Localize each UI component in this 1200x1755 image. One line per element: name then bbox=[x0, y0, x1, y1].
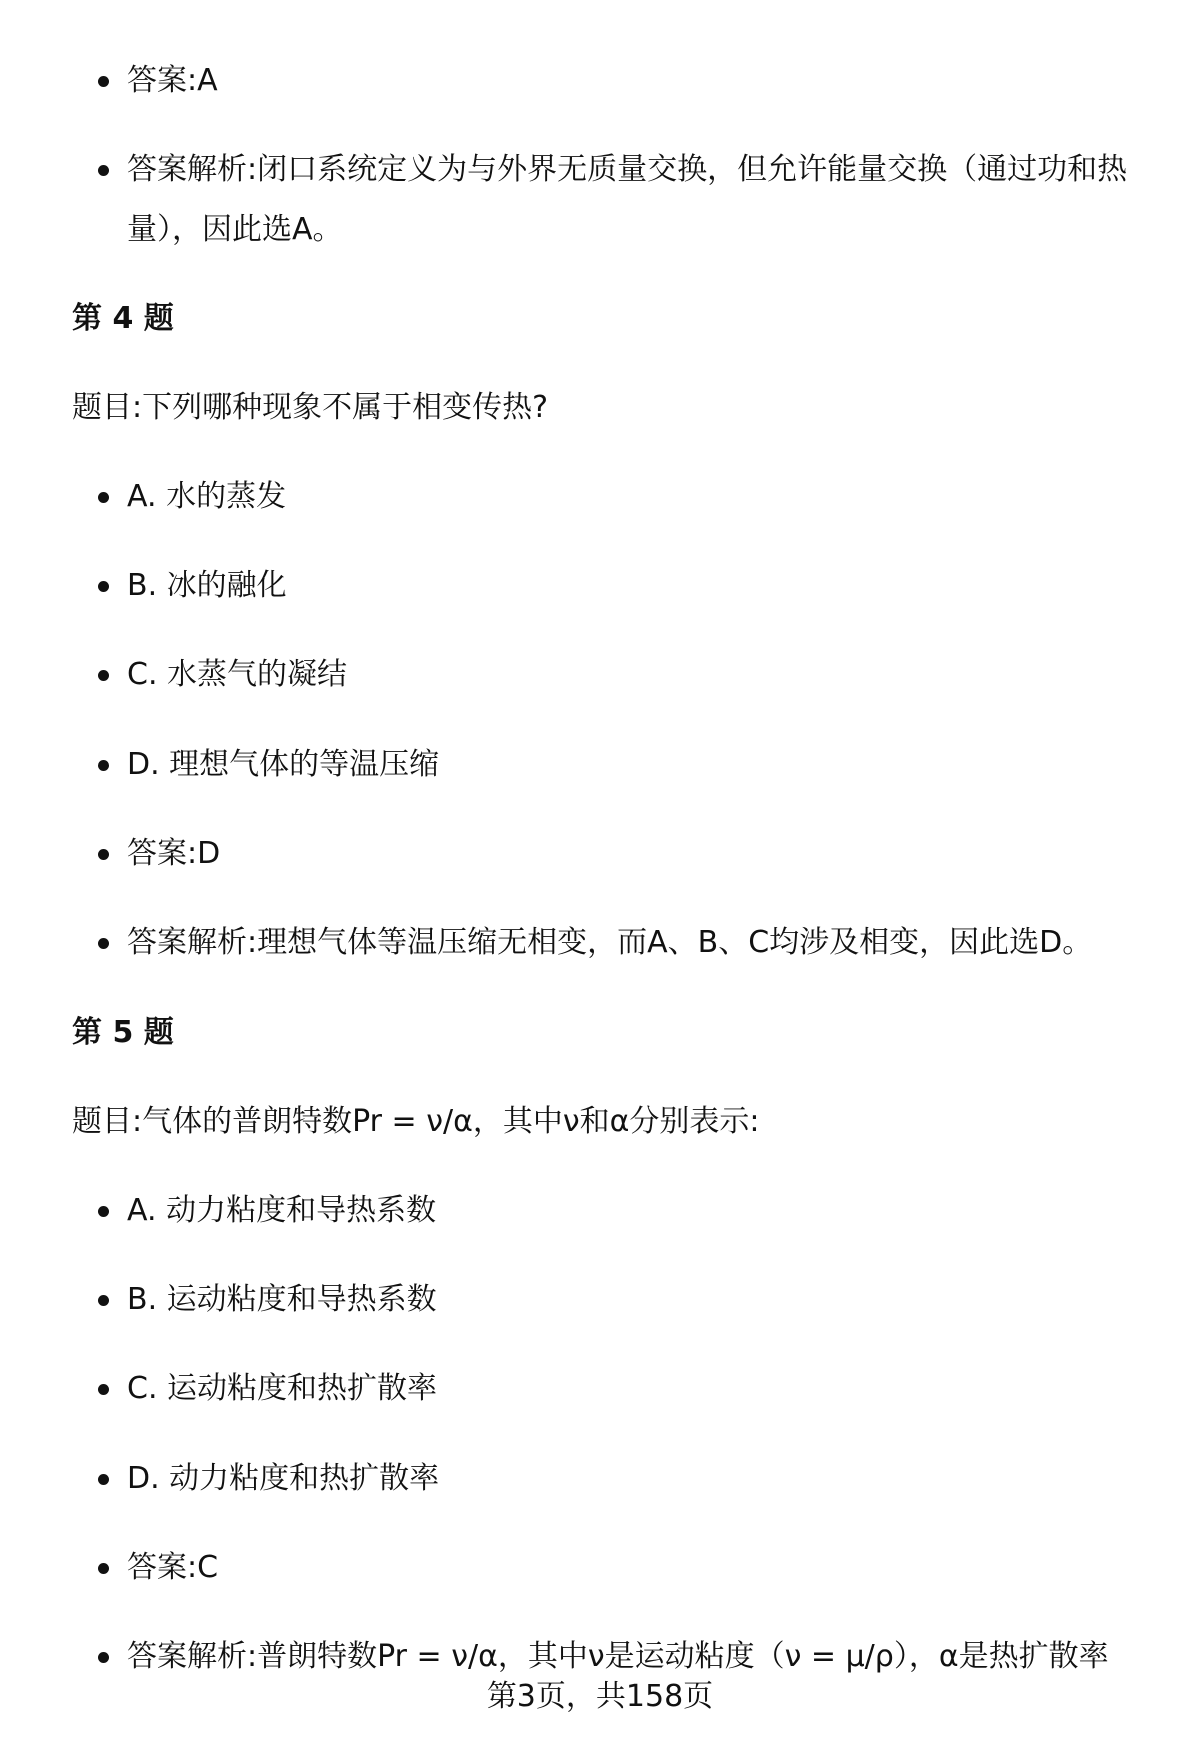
bullet-icon bbox=[98, 849, 109, 860]
prev-explanation-line2: 量），因此选A。 bbox=[127, 212, 343, 247]
question4-answer: 答案:D bbox=[127, 836, 221, 871]
question5-answer: 答案:C bbox=[127, 1550, 219, 1585]
bullet-icon bbox=[98, 1206, 109, 1217]
question4-option-d: D. 理想气体的等温压缩 bbox=[127, 747, 440, 782]
bullet-icon bbox=[98, 760, 109, 771]
question5-option-d: D. 动力粘度和热扩散率 bbox=[127, 1461, 440, 1496]
question4-heading: 第 4 题 bbox=[72, 301, 174, 336]
prev-answer: 答案:A bbox=[127, 63, 218, 98]
question5-stem: 题目:气体的普朗特数Pr = ν/α，其中ν和α分别表示: bbox=[72, 1104, 760, 1139]
question5-option-b: B. 运动粘度和导热系数 bbox=[127, 1282, 437, 1317]
question5-option-c: C. 运动粘度和热扩散率 bbox=[127, 1371, 438, 1406]
question4-option-b: B. 冰的融化 bbox=[127, 568, 287, 603]
bullet-icon bbox=[98, 76, 109, 87]
question5-heading: 第 5 题 bbox=[72, 1015, 174, 1050]
bullet-icon bbox=[98, 670, 109, 681]
bullet-icon bbox=[98, 1295, 109, 1306]
question4-option-a: A. 水的蒸发 bbox=[127, 479, 287, 514]
question4-stem: 题目:下列哪种现象不属于相变传热? bbox=[72, 390, 549, 425]
question4-option-c: C. 水蒸气的凝结 bbox=[127, 657, 348, 692]
question5-option-a: A. 动力粘度和导热系数 bbox=[127, 1193, 437, 1228]
question5-explanation: 答案解析:普朗特数Pr = ν/α，其中ν是运动粘度（ν = μ/ρ），α是热扩散率 bbox=[127, 1639, 1109, 1674]
bullet-icon bbox=[98, 165, 109, 176]
page-number-footer: 第3页，共158页 bbox=[486, 1679, 714, 1714]
bullet-icon bbox=[98, 1652, 109, 1663]
bullet-icon bbox=[98, 938, 109, 949]
bullet-icon bbox=[98, 1563, 109, 1574]
bullet-icon bbox=[98, 581, 109, 592]
question4-explanation: 答案解析:理想气体等温压缩无相变，而A、B、C均涉及相变，因此选D。 bbox=[127, 925, 1093, 960]
bullet-icon bbox=[98, 1384, 109, 1395]
prev-explanation-line1: 答案解析:闭口系统定义为与外界无质量交换，但允许能量交换（通过功和热 bbox=[127, 152, 1128, 187]
bullet-icon bbox=[98, 1474, 109, 1485]
bullet-icon bbox=[98, 492, 109, 503]
